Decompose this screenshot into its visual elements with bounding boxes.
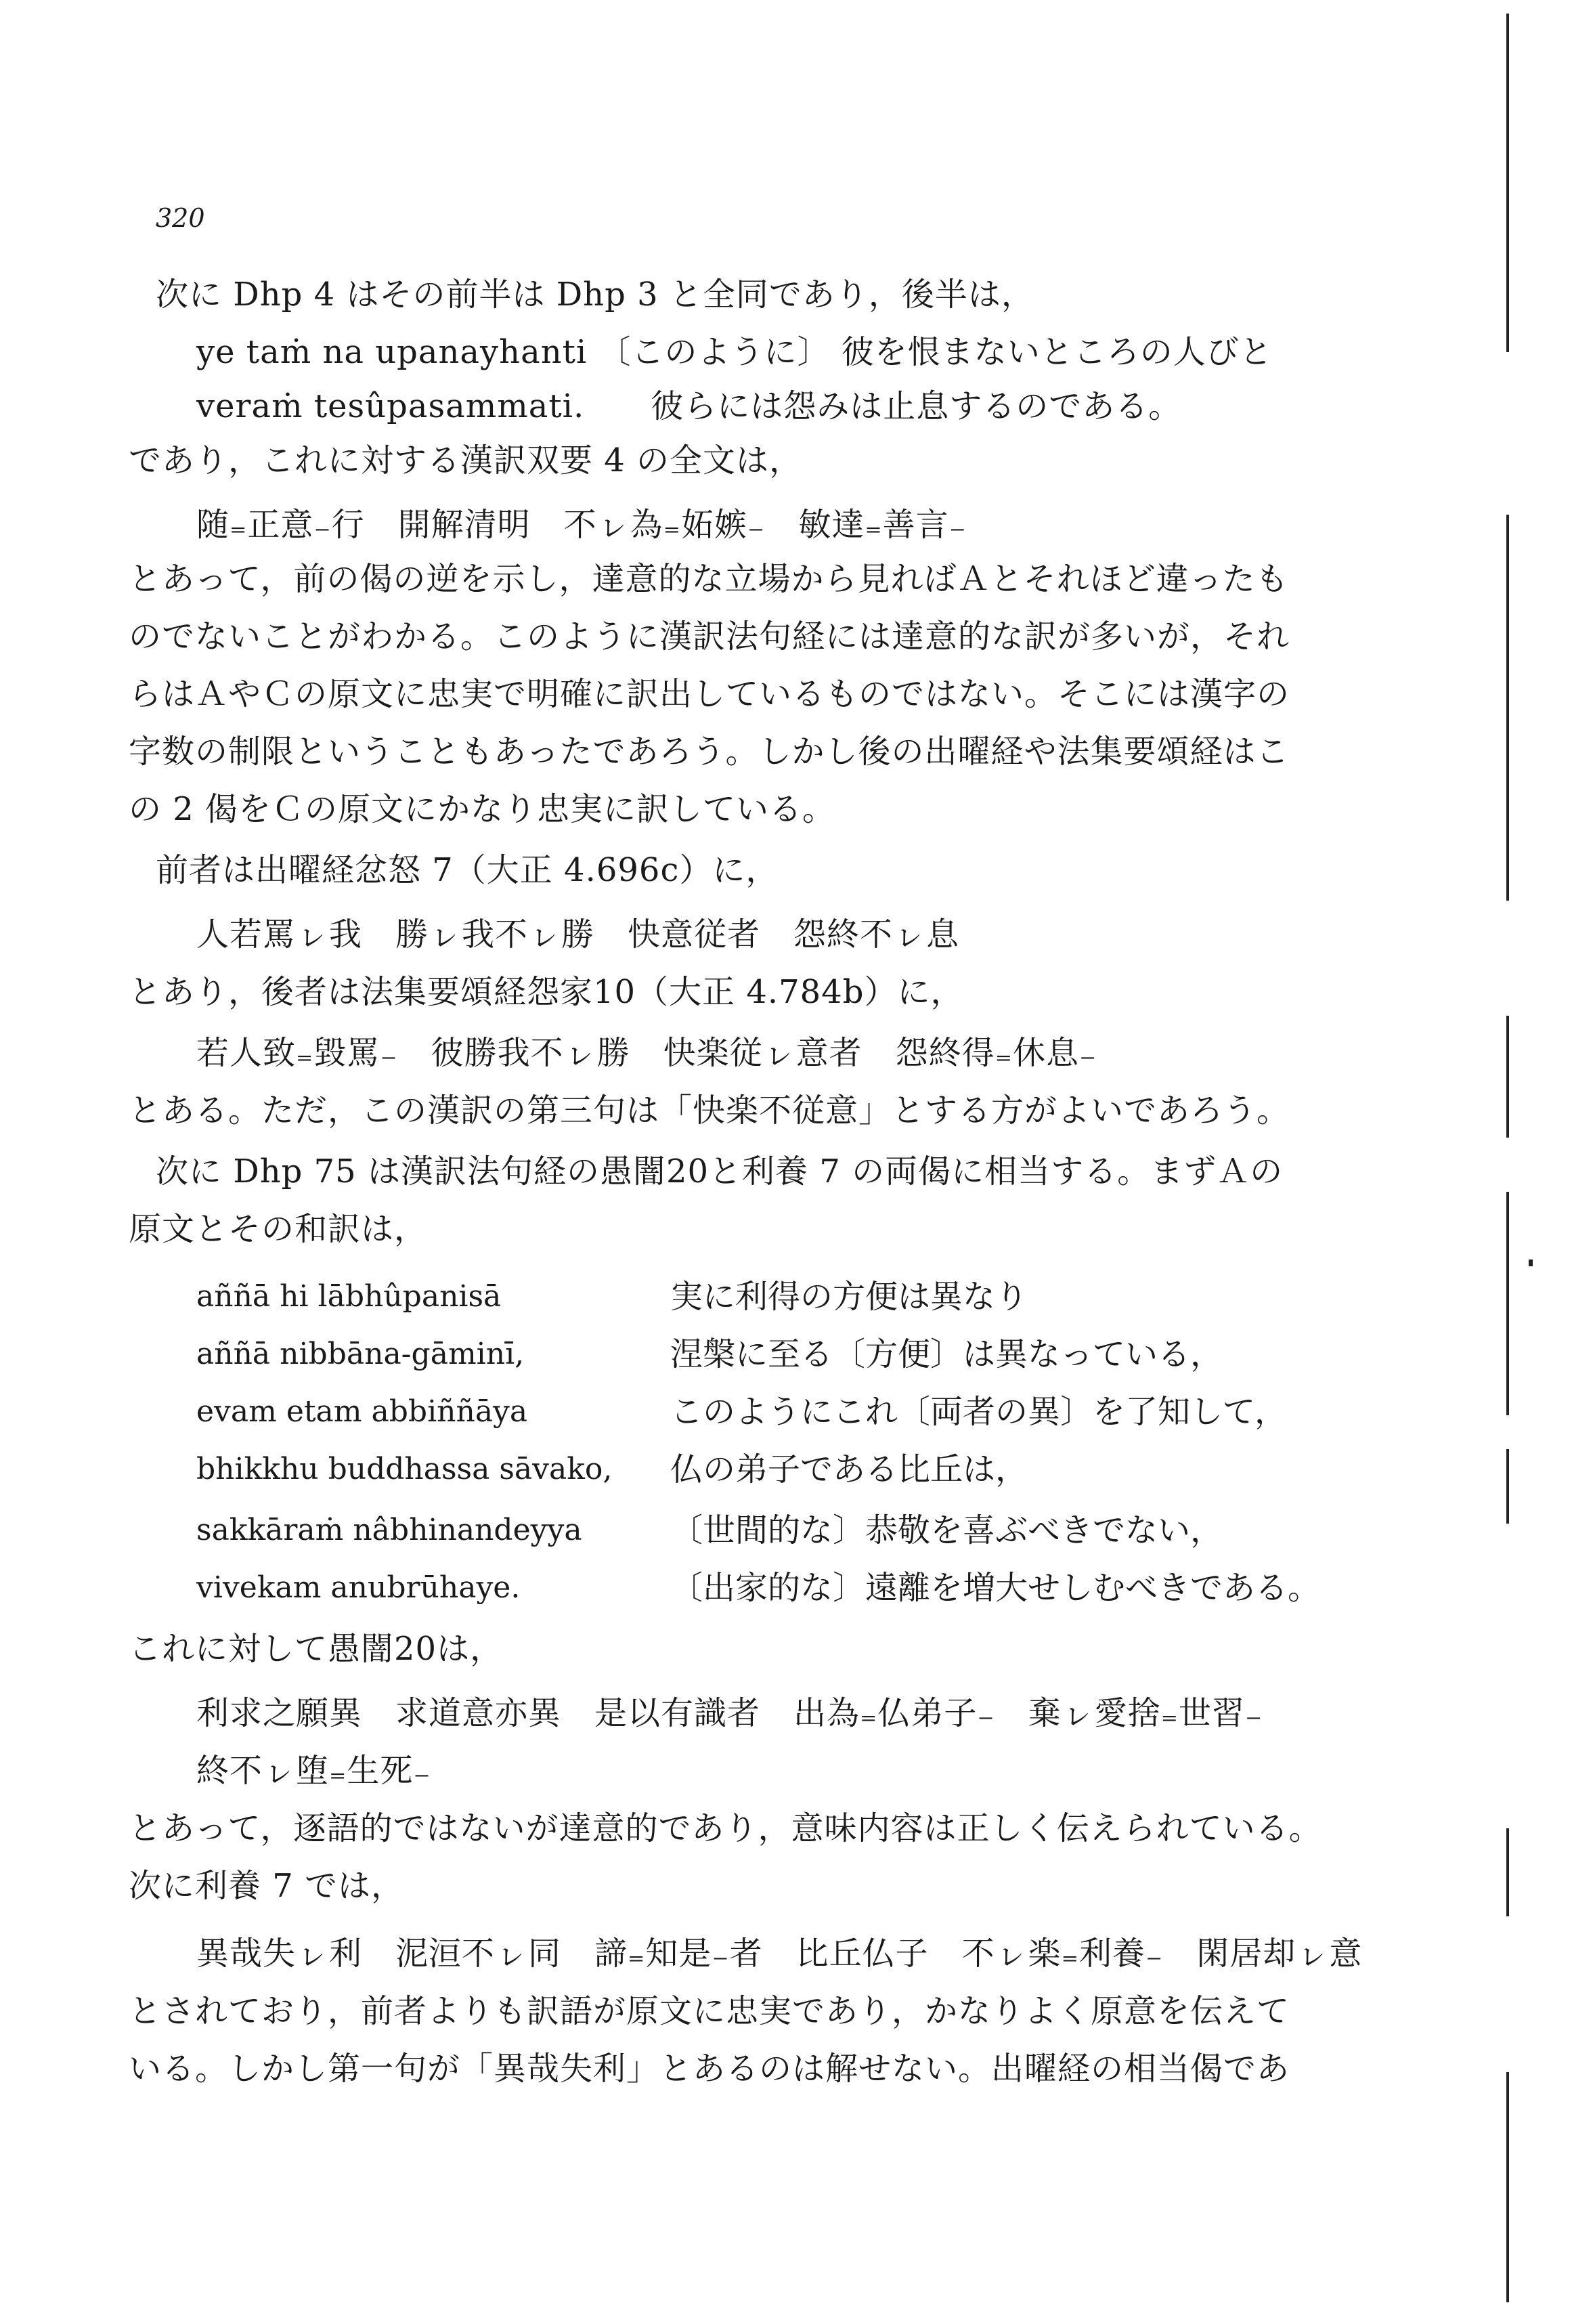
verse-translation: 仏の弟子である比丘は， <box>670 1450 1028 1488</box>
text-line: とあり，後者は法集要頌経怨家10（大正 4.784b）に， <box>129 973 964 1011</box>
verse-translation: 涅槃に至る〔方便〕は異なっている， <box>670 1335 1223 1373</box>
text-line: のでないことがわかる。このように漢訳法句経には達意的な訳が多いが，それ <box>129 618 1290 655</box>
chinese-verse: 若人致₌毀罵₋ 彼勝我不ㇾ勝 快楽従ㇾ意者 怨終得₌休息₋ <box>196 1034 1097 1072</box>
chinese-verse: 利求之願異 求道意亦異 是以有識者 出為₌仏弟子₋ 棄ㇾ愛捨₌世習₋ <box>196 1694 1263 1732</box>
text-line: 次に Dhp 75 は漢訳法句経の愚闇20と利養 7 の両偈に相当する。まずＡの <box>156 1153 1284 1190</box>
margin-rule <box>1506 1016 1509 1138</box>
margin-rule <box>1506 1828 1509 1916</box>
margin-rule <box>1506 1192 1509 1415</box>
pali-verse: bhikkhu buddhassa sāvako, <box>196 1452 613 1486</box>
text-line: 前者は出曜経忿怒 7（大正 4.696c）に， <box>156 851 779 889</box>
text-line: 次に利養 7 では， <box>129 1867 405 1905</box>
margin-mark <box>1529 1260 1533 1266</box>
pali-verse: evam etam abbiññāya <box>196 1394 528 1429</box>
pali-verse: aññā hi lābhûpanisā <box>196 1279 502 1314</box>
text-line: 字数の制限ということもあったであろう。しかし後の出曜経や法集要頌経はこ <box>129 733 1290 771</box>
verse-line: veraṁ tesûpasammati. 彼らには怨みは止息するのである。 <box>196 387 1182 425</box>
text-line: とあって，前の偈の逆を示し，達意的な立場から見ればＡとそれほど違ったも <box>129 560 1289 598</box>
chinese-verse: 人若罵ㇾ我 勝ㇾ我不ㇾ勝 快意従者 怨終不ㇾ息 <box>196 916 960 953</box>
text-line: の 2 偈をＣの原文にかなり忠実に訳している。 <box>129 790 836 828</box>
text-line: これに対して愚闇20は， <box>129 1630 504 1668</box>
text-line: とされており，前者よりも訳語が原文に忠実であり，かなりよく原意を伝えて <box>129 1992 1290 2030</box>
pali-verse: vivekam anubrūhaye. <box>196 1570 521 1605</box>
verse-translation: このようにこれ〔両者の異〕を了知して， <box>670 1393 1288 1431</box>
text-line: いる。しかし第一句が「異哉失利」とあるのは解せない。出曜経の相当偈であ <box>129 2050 1290 2088</box>
text-line: らはＡやＣの原文に忠実で明確に訳出しているものではない。そこには漢字の <box>129 675 1290 713</box>
pali-verse: aññā nibbāna-gāminī, <box>196 1337 525 1371</box>
verse-translation: 〔世間的な〕恭敬を喜ぶべきでない， <box>670 1511 1223 1549</box>
verse-translation: 実に利得の方便は異なり <box>670 1278 1028 1316</box>
verse-line: ye taṁ na upanayhanti 〔このように〕 彼を恨まないところの人びと <box>196 333 1273 371</box>
page-number: 320 <box>156 203 205 233</box>
text-line: 次に Dhp 4 はその前半は Dhp 3 と全同であり，後半は， <box>156 276 1034 314</box>
text-line: 原文とその和訳は， <box>129 1210 428 1248</box>
margin-rule <box>1506 2072 1509 2302</box>
chinese-verse: 随₌正意₋行 開解清明 不ㇾ為₌妬嫉₋ 敏達₌善言₋ <box>196 506 967 544</box>
pali-verse: sakkāraṁ nâbhinandeyya <box>196 1513 582 1547</box>
chinese-verse: 終不ㇾ堕₌生死₋ <box>196 1752 431 1790</box>
margin-rule <box>1506 14 1509 352</box>
margin-rule <box>1506 515 1509 901</box>
text-line: とあって，逐語的ではないが達意的であり，意味内容は正しく伝えられている。 <box>129 1809 1322 1847</box>
chinese-verse: 異哉失ㇾ利 泥洹不ㇾ同 諦₌知是₋者 比丘仏子 不ㇾ楽₌利養₋ 閑居却ㇾ意 <box>196 1935 1363 1973</box>
text-line: とある。ただ，この漢訳の第三句は「快楽不従意」とする方がよいであろう。 <box>129 1092 1290 1129</box>
text-line: であり，これに対する漢訳双要 4 の全文は， <box>129 442 803 479</box>
margin-rule <box>1506 1449 1509 1524</box>
verse-translation: 〔出家的な〕遠離を増大せしむべきである。 <box>670 1569 1321 1607</box>
